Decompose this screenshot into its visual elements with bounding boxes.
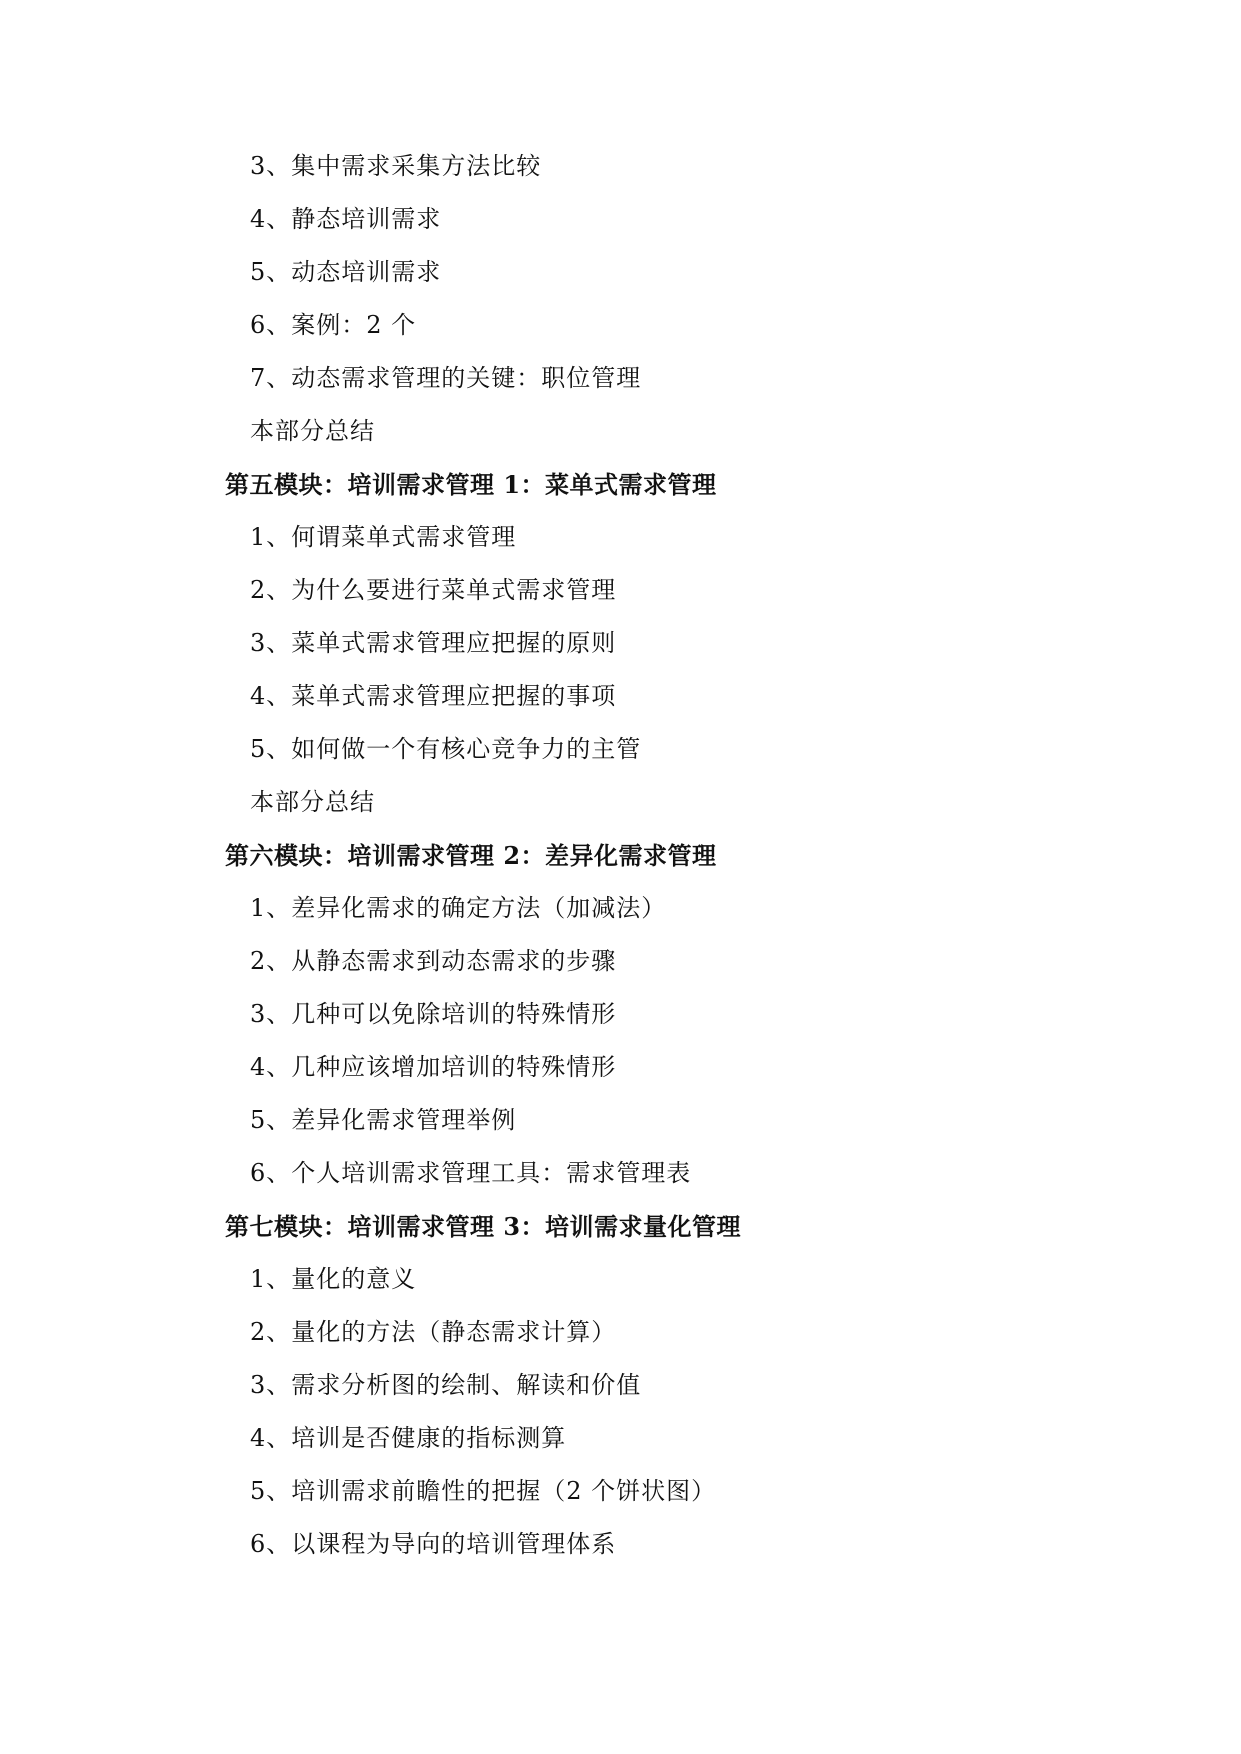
module-heading: 第六模块：培训需求管理 2：差异化需求管理 bbox=[225, 841, 717, 870]
list-item: 2、为什么要进行菜单式需求管理 bbox=[250, 576, 617, 604]
list-item: 4、培训是否健康的指标测算 bbox=[250, 1424, 567, 1452]
list-item: 2、量化的方法（静态需求计算） bbox=[250, 1318, 617, 1346]
list-item: 3、菜单式需求管理应把握的原则 bbox=[250, 629, 617, 657]
list-item: 7、动态需求管理的关键：职位管理 bbox=[250, 364, 642, 392]
list-item: 3、几种可以免除培训的特殊情形 bbox=[250, 1000, 617, 1028]
module-heading: 第五模块：培训需求管理 1：菜单式需求管理 bbox=[225, 470, 717, 499]
list-item: 5、培训需求前瞻性的把握（2 个饼状图） bbox=[250, 1477, 717, 1505]
list-item: 1、量化的意义 bbox=[250, 1265, 417, 1293]
section-summary: 本部分总结 bbox=[250, 788, 375, 816]
list-item: 3、需求分析图的绘制、解读和价值 bbox=[250, 1371, 642, 1399]
list-item: 6、个人培训需求管理工具：需求管理表 bbox=[250, 1159, 692, 1187]
document-body bbox=[225, 140, 1125, 1571]
list-item: 5、动态培训需求 bbox=[250, 258, 442, 286]
list-item: 6、案例：2 个 bbox=[250, 311, 417, 339]
list-item: 1、何谓菜单式需求管理 bbox=[250, 523, 517, 551]
list-item: 3、集中需求采集方法比较 bbox=[250, 152, 542, 180]
list-item: 4、几种应该增加培训的特殊情形 bbox=[250, 1053, 617, 1081]
list-item: 5、差异化需求管理举例 bbox=[250, 1106, 517, 1134]
list-item: 2、从静态需求到动态需求的步骤 bbox=[250, 947, 617, 975]
list-item: 4、菜单式需求管理应把握的事项 bbox=[250, 682, 617, 710]
list-item: 4、静态培训需求 bbox=[250, 205, 442, 233]
module-heading: 第七模块：培训需求管理 3：培训需求量化管理 bbox=[225, 1212, 742, 1241]
list-item: 1、差异化需求的确定方法（加减法） bbox=[250, 894, 667, 922]
section-summary: 本部分总结 bbox=[250, 417, 375, 445]
list-item: 6、以课程为导向的培训管理体系 bbox=[250, 1530, 617, 1558]
list-item: 5、如何做一个有核心竞争力的主管 bbox=[250, 735, 642, 763]
